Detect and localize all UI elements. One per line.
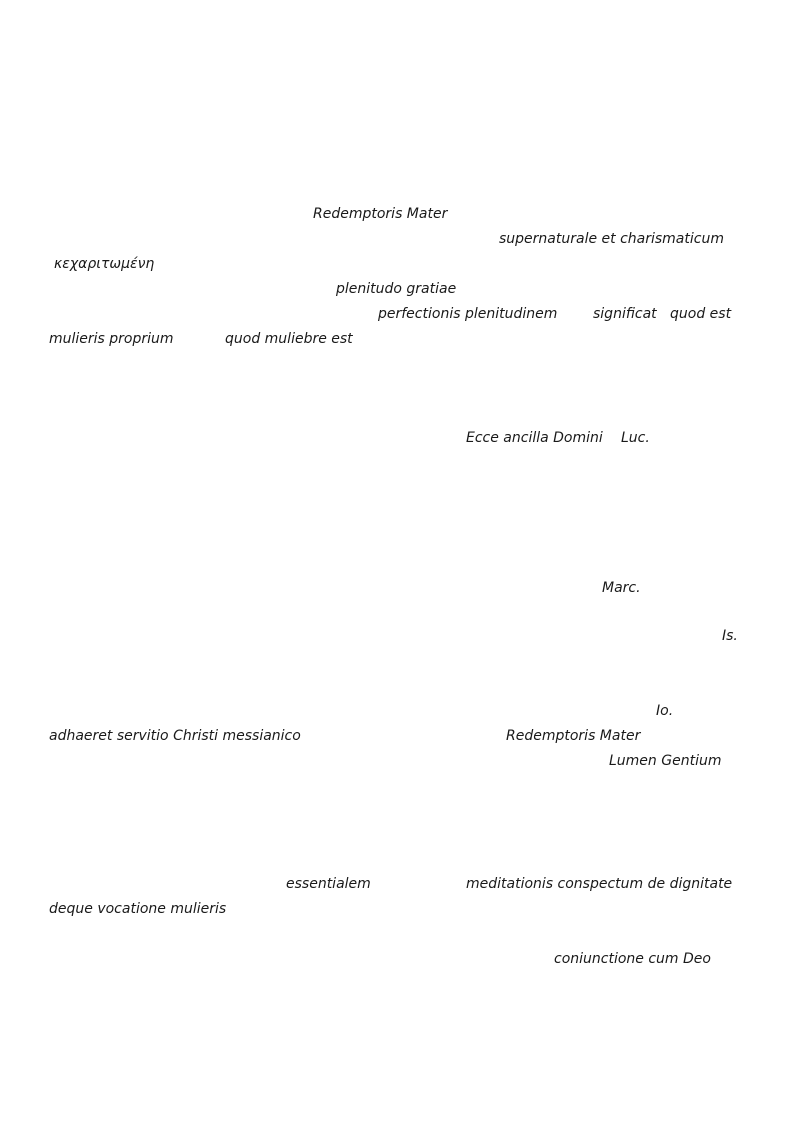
citation-fragment: Is. — [722, 628, 738, 644]
italic-fragment: deque vocatione mulieris — [49, 901, 227, 917]
italic-fragment: supernaturale et charismaticum — [499, 231, 724, 247]
italic-fragment: Lumen Gentium — [609, 753, 722, 769]
italic-fragment: significat — [593, 306, 657, 322]
italic-fragment: plenitudo gratiae — [336, 281, 457, 297]
italic-fragment: Ecce ancilla Domini — [466, 430, 603, 446]
italic-fragment: essentialem — [286, 876, 371, 892]
italic-fragment: perfectionis plenitudinem — [378, 306, 558, 322]
italic-fragment: meditationis conspectum de dignitate — [466, 876, 733, 892]
citation-fragment: Luc. — [621, 430, 650, 446]
italic-fragment: quod est — [670, 306, 732, 322]
italic-fragment: Redemptoris Mater — [506, 728, 641, 744]
citation-fragment: Marc. — [602, 580, 641, 596]
citation-fragment: Io. — [656, 703, 674, 719]
italic-fragment: coniunctione cum Deo — [554, 951, 711, 967]
greek-fragment: κεχαριτωμένη — [54, 256, 155, 272]
italic-fragment: quod muliebre est — [225, 331, 353, 347]
italic-fragment: mulieris proprium — [49, 331, 174, 347]
italic-fragment: adhaeret servitio Christi messianico — [49, 728, 301, 744]
italic-fragment: Redemptoris Mater — [313, 206, 448, 222]
